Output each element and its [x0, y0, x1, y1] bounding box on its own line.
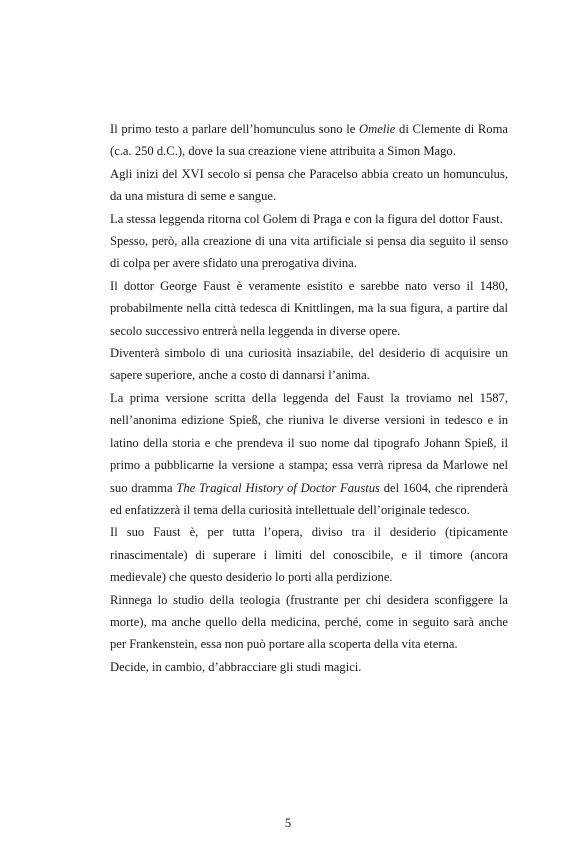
page-number: 5 — [284, 816, 292, 830]
text-segment: La stessa leggenda ritorna col Golem di Praga e con la figura del dottor Faust. — [110, 211, 503, 226]
text-segment: Il suo Faust è, per tutta l’opera, diviso tra il desiderio (tipicamente rinascimentale) di superare i limiti del conoscibile, e il timore (ancora medievale) che questo desiderio lo porti alla perdizione. — [110, 525, 508, 585]
italic-title: Omelie — [359, 122, 396, 136]
text-segment: Spesso, però, alla creazione di una vita artificiale si pensa dia seguito il senso di colpa per avere sfidato una prerogativa divina. — [110, 234, 508, 271]
text-segment: Diventerà simbolo di una curiosità insaziabile, del desiderio di acquisire un sapere superiore, anche a costo di dannarsi l’anima. — [110, 346, 508, 383]
italic-title: The Tragical History of Doctor Faustus — [176, 480, 380, 495]
paragraph — [110, 208, 508, 230]
paragraph — [110, 163, 508, 208]
paragraph — [110, 521, 508, 588]
text-segment: Il primo testo a parlare dell’homunculus sono le — [110, 122, 359, 136]
text-segment: Agli inizi del XVI secolo si pensa che Paracelso abbia creato un homunculus, da una mistura di seme e sangue. — [110, 166, 508, 204]
paragraph — [110, 387, 508, 521]
paragraph — [110, 589, 508, 656]
paragraph — [110, 230, 508, 275]
text-segment: Rinnega lo studio della teologia (frustrante per chi desidera sconfiggere la morte), ma anche quello della medicina, perché, come in seguito sarà anche per Frankenstein, essa non può portare alla scoperta della vita eterna. — [110, 592, 508, 652]
paragraph — [110, 275, 508, 342]
paragraph — [110, 656, 508, 678]
text-segment: Decide, in cambio, d’abbracciare gli studi magici. — [110, 659, 362, 674]
body-text — [110, 118, 508, 678]
text-segment: di Clemente di Roma (c.a. 250 d.C.), dove la sua creazione viene attribuita a Simon Mago. — [110, 122, 508, 159]
text-segment: La prima versione scritta della leggenda del Faust la troviamo nel 1587, nell’anonima edizione Spieß, che riuniva le diverse versioni in tedesco e in latino della storia e che prendeva il suo nome dal tipografo Johann Spieß, il primo a pubblicarne la versione a stampa; essa verrà ripresa da Marlowe nel suo dramma — [110, 390, 508, 495]
paragraph — [110, 342, 508, 387]
text-segment: Il dottor George Faust è veramente esistito e sarebbe nato verso il 1480, probabilmente nella città tedesca di Knittlingen, ma la sua figura, a partire dal secolo successivo entrerà nella leggenda in diverse opere. — [110, 278, 508, 338]
text-segment: del 1604, che riprenderà ed enfatizzerà il tema della curiosità intellettuale dell’originale tedesco. — [110, 480, 508, 517]
paragraph — [110, 118, 508, 163]
